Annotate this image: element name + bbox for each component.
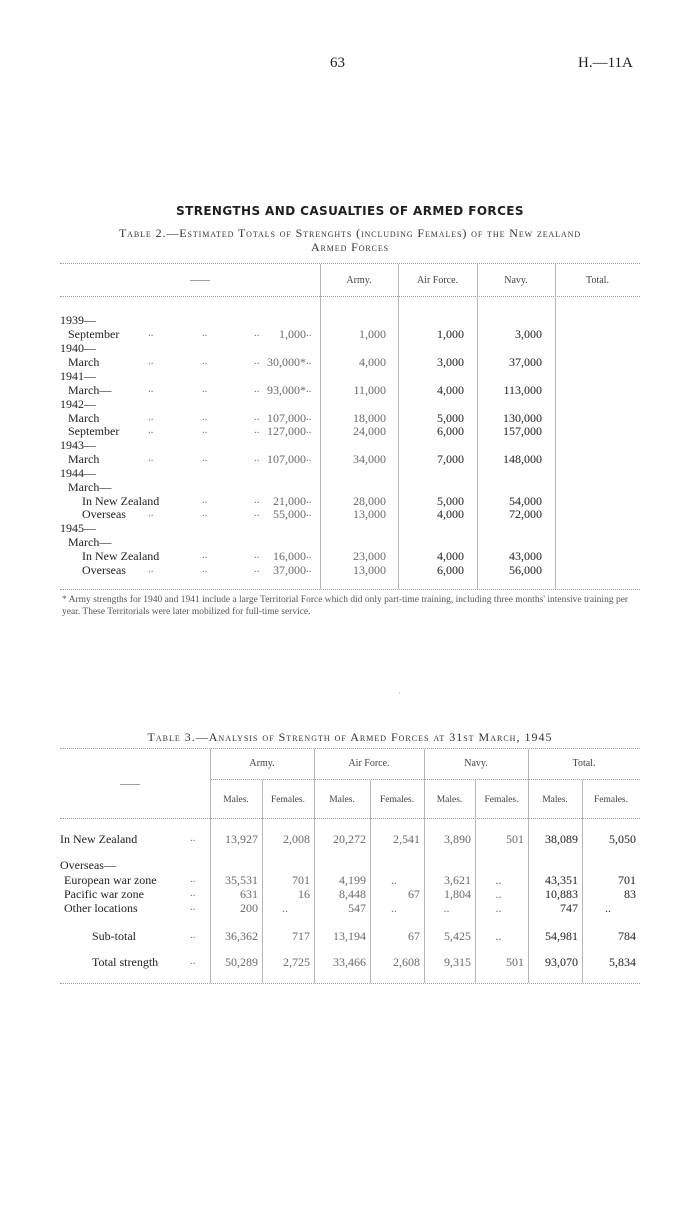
cell-value: 6,000 — [437, 424, 464, 438]
row-label: Overseas — [82, 507, 126, 521]
stray-mark: · — [398, 689, 401, 698]
table-2-header-navy: Navy. — [504, 275, 528, 286]
cell-value: 34,000 — [353, 452, 386, 466]
row-label: March— — [68, 383, 112, 397]
table-3-header-rule — [60, 818, 640, 819]
cell-value: 16,000 — [273, 549, 306, 563]
dot-leader: .. — [254, 327, 260, 339]
table-row — [60, 383, 640, 397]
table-3-cell-value: 50,289 — [225, 955, 258, 969]
cell-value: 21,000 — [273, 494, 306, 508]
table-2-header-total: Total. — [586, 275, 609, 286]
dot-leader: .. — [202, 549, 208, 561]
dot-leader: .. — [254, 424, 260, 436]
table-3-col-divider — [528, 749, 529, 983]
dot-leader: .. — [148, 424, 154, 436]
table-row — [60, 411, 640, 425]
cell-value: 5,000 — [437, 411, 464, 425]
cell-value: 127,000 — [267, 424, 306, 438]
table-3-cell-value: 200 — [240, 901, 258, 915]
table-3-row-label: Total strength — [92, 955, 159, 969]
cell-value: 130,000 — [503, 411, 542, 425]
cell-value: 55,000 — [273, 507, 306, 521]
table-3-subheader: Females. — [484, 795, 519, 805]
table-row — [60, 424, 640, 438]
dot-leader: .. — [202, 424, 208, 436]
table-3-cell-value: 747 — [560, 901, 578, 915]
row-label: March — [68, 355, 100, 369]
cell-value: 7,000 — [437, 452, 464, 466]
dot-leader: .. — [254, 507, 260, 519]
dot-leader: .. — [202, 327, 208, 339]
cell-value: 72,000 — [509, 507, 542, 521]
dot-leader: .. — [190, 901, 196, 913]
table-row — [60, 438, 640, 452]
table-3-cell-value: .. — [391, 873, 397, 887]
table-row — [60, 549, 640, 563]
row-label: September — [68, 424, 120, 438]
table-3-col-divider — [262, 780, 263, 983]
dot-leader: .. — [202, 411, 208, 423]
table-row — [60, 563, 640, 577]
table-3-cell-value: .. — [443, 901, 450, 915]
table-row — [60, 452, 640, 466]
dot-leader: .. — [254, 355, 260, 367]
table-3-col-divider — [475, 780, 476, 983]
cell-value: 56,000 — [509, 563, 542, 577]
cell-value: 30,000* — [267, 355, 306, 369]
table-3-group-rule — [210, 779, 640, 780]
cell-value: 37,000 — [509, 355, 542, 369]
table-3-row-label: In New Zealand — [60, 832, 138, 846]
dot-leader: .. — [254, 494, 260, 506]
dot-leader: .. — [306, 452, 312, 464]
table-row — [60, 355, 640, 369]
dot-leader: .. — [202, 355, 208, 367]
table-3-row-label: Sub-total — [92, 929, 136, 943]
row-label: In New Zealand — [82, 494, 160, 508]
dot-leader: .. — [202, 507, 208, 519]
table-3-top-rule — [60, 748, 640, 749]
table-3-cell-value: 13,194 — [333, 929, 366, 943]
table-3-cell-value: 83 — [624, 887, 636, 901]
cell-value: 113,000 — [503, 383, 542, 397]
table-3-cell-value: .. — [495, 929, 502, 943]
table-2-bottom-rule — [60, 589, 640, 590]
table-3-cell-value: 54,981 — [545, 929, 578, 943]
table-3-group-total: Total. — [572, 758, 596, 769]
dot-leader: .. — [148, 452, 154, 464]
cell-value: 157,000 — [503, 424, 542, 438]
table-3-col-divider — [424, 749, 425, 983]
table-2-top-rule — [60, 263, 640, 264]
cell-value: 1,000 — [279, 327, 306, 341]
table-3-row-label: Other locations — [64, 901, 138, 915]
table-row — [60, 507, 640, 521]
dot-leader: .. — [254, 563, 260, 575]
table-3-row-label: Pacific war zone — [64, 887, 144, 901]
table-3-cell-value: .. — [391, 901, 397, 915]
table-3-cell-value: 3,890 — [444, 832, 471, 846]
table-3-subheader: Females. — [379, 795, 415, 805]
dot-leader: .. — [190, 887, 196, 899]
table-3-cell-value: 13,927 — [225, 832, 258, 846]
table-3-cell-value: 1,804 — [444, 887, 471, 901]
row-label: 1944— — [60, 466, 96, 480]
table-3-cell-value: .. — [495, 901, 502, 915]
table-2-header-rule — [60, 296, 640, 297]
dot-leader: .. — [306, 424, 312, 436]
table-row — [60, 397, 640, 411]
dot-leader: .. — [306, 549, 312, 561]
dot-leader: .. — [254, 452, 260, 464]
table-3-cell-value: 717 — [292, 929, 310, 943]
table-3-cell-value: 501 — [506, 832, 524, 846]
table-3-cell-value: 10,883 — [545, 887, 578, 901]
cell-value: 28,000 — [353, 494, 386, 508]
row-label: Overseas — [82, 563, 126, 577]
row-label: 1943— — [60, 438, 96, 452]
cell-value: 24,000 — [353, 424, 386, 438]
dot-leader: .. — [148, 411, 154, 423]
table-row — [60, 521, 640, 535]
dot-leader: .. — [148, 355, 154, 367]
table-3-subheader: Males. — [329, 795, 355, 805]
table-3-cell-value: 43,351 — [545, 873, 578, 887]
table-3-cell-value: 36,362 — [225, 929, 258, 943]
table-row — [60, 369, 640, 383]
table-3-cell-value: 547 — [348, 901, 366, 915]
table-row — [60, 313, 640, 327]
cell-value: 4,000 — [437, 507, 464, 521]
dot-leader: .. — [190, 873, 196, 885]
dot-leader: .. — [306, 383, 312, 395]
dot-leader: .. — [148, 383, 154, 395]
table-3-subheader: Females. — [270, 795, 306, 805]
table-row — [60, 535, 640, 549]
table-3-subheader: Males. — [542, 795, 568, 805]
row-label: March— — [68, 480, 112, 494]
row-label: 1941— — [60, 369, 96, 383]
table-3-group-air-force: Air Force. — [348, 758, 390, 769]
cell-value: 43,000 — [509, 549, 542, 563]
cell-value: 3,000 — [437, 355, 464, 369]
table-row — [60, 327, 640, 341]
row-label: 1942— — [60, 397, 96, 411]
table-2-footnote: * Army strengths for 1940 and 1941 include a large Territorial Force which did only part-time training, including three months' intensive training per year. These Territorials were later mobilized for full-time service. — [62, 595, 629, 617]
table-3-col-divider — [314, 749, 315, 983]
cell-value: 18,000 — [353, 411, 386, 425]
table-3-subheader: Males. — [436, 795, 463, 805]
table-3-stub-header: —— — [120, 779, 140, 790]
table-3-cell-value: 4,199 — [339, 873, 366, 887]
table-3-cell-value: 2,541 — [393, 832, 420, 846]
row-label: March— — [68, 535, 112, 549]
dot-leader: .. — [190, 832, 196, 844]
table-2-caption-line-2: Armed Forces — [310, 240, 390, 254]
cell-value: 4,000 — [437, 549, 464, 563]
table-3-caption: Table 3.—Analysis of Strength of Armed Forces at 31st March, 1945 — [147, 730, 553, 744]
cell-value: 107,000 — [267, 411, 306, 425]
table-3-cell-value: 9,315 — [444, 955, 471, 969]
table-3-cell-value: 2,608 — [393, 955, 420, 969]
cell-value: 4,000 — [359, 355, 386, 369]
table-3-cell-value: 3,621 — [444, 873, 471, 887]
table-row — [60, 466, 640, 480]
dot-leader: .. — [202, 563, 208, 575]
table-3-cell-value: 5,050 — [609, 832, 636, 846]
table-3-cell-value: 20,272 — [333, 832, 366, 846]
table-3-cell-value: 33,466 — [333, 955, 366, 969]
dot-leader: .. — [254, 411, 260, 423]
row-label: In New Zealand — [82, 549, 160, 563]
page-number: 63 — [330, 55, 345, 71]
table-3-subheader: Males. — [223, 795, 249, 805]
table-3-col-divider — [210, 749, 211, 983]
cell-value: 4,000 — [437, 383, 464, 397]
table-3-group-navy: Navy. — [464, 758, 488, 769]
cell-value: 107,000 — [267, 452, 306, 466]
table-3-col-divider — [582, 780, 583, 983]
dot-leader: .. — [202, 383, 208, 395]
cell-value: 1,000 — [437, 327, 464, 341]
row-label: 1940— — [60, 341, 96, 355]
table-row — [60, 480, 640, 494]
row-label: March — [68, 411, 100, 425]
document-reference: H.—11A — [578, 55, 633, 71]
dot-leader: .. — [190, 955, 196, 967]
dot-leader: .. — [190, 929, 196, 941]
row-label: 1945— — [60, 521, 96, 535]
page-title: STRENGTHS AND CASUALTIES OF ARMED FORCES — [176, 204, 524, 218]
table-row — [60, 494, 640, 508]
table-3-cell-value: 38,089 — [545, 832, 578, 846]
table-3-cell-value: 8,448 — [339, 887, 366, 901]
dot-leader: .. — [254, 549, 260, 561]
table-3-cell-value: 2,008 — [283, 832, 310, 846]
table-3-cell-value: 35,531 — [225, 873, 258, 887]
cell-value: 54,000 — [509, 494, 542, 508]
dot-leader: .. — [254, 383, 260, 395]
cell-value: 3,000 — [515, 327, 542, 341]
table-3-cell-value: 5,425 — [444, 929, 471, 943]
dot-leader: .. — [306, 507, 312, 519]
dot-leader: .. — [306, 411, 312, 423]
table-3-cell-value: 701 — [618, 873, 636, 887]
table-2-caption — [50, 226, 650, 254]
table-3-cell-value: .. — [495, 873, 502, 887]
table-3-cell-value: 5,834 — [609, 955, 636, 969]
cell-value: 5,000 — [437, 494, 464, 508]
dot-leader: .. — [148, 327, 154, 339]
table-3-cell-value: 93,070 — [545, 955, 578, 969]
cell-value: 1,000 — [359, 327, 386, 341]
table-3-cell-value: .. — [282, 901, 288, 915]
dot-leader: .. — [148, 563, 154, 575]
cell-value: 23,000 — [353, 549, 386, 563]
table-3-cell-value: 501 — [506, 955, 524, 969]
table-3-cell-value: 631 — [240, 887, 258, 901]
dot-leader: .. — [306, 355, 312, 367]
row-label: September — [68, 327, 120, 341]
table-3-cell-value: .. — [495, 887, 502, 901]
table-3-row-label: Overseas— — [60, 858, 116, 872]
table-3-cell-value: 67 — [408, 887, 420, 901]
cell-value: 148,000 — [503, 452, 542, 466]
table-3-cell-value: 67 — [408, 929, 420, 943]
table-3-cell-value: 16 — [298, 887, 310, 901]
row-label: 1939— — [60, 313, 96, 327]
table-2-stub-header: —— — [190, 275, 210, 286]
table-2-caption-line-1: Table 2.—Estimated Totals of Strenghts (including Females) of the New zealand — [118, 226, 582, 240]
table-3-row-label: European war zone — [64, 873, 157, 887]
cell-value: 93,000* — [267, 383, 306, 397]
dot-leader: .. — [306, 563, 312, 575]
table-3-cell-value: 701 — [292, 873, 310, 887]
dot-leader: .. — [306, 494, 312, 506]
dot-leader: .. — [148, 507, 154, 519]
cell-value: 13,000 — [353, 563, 386, 577]
cell-value: 11,000 — [353, 383, 386, 397]
table-3-bottom-rule — [60, 983, 640, 984]
table-3-col-divider — [370, 780, 371, 983]
dot-leader: .. — [202, 452, 208, 464]
table-3-group-army: Army. — [249, 758, 275, 769]
dot-leader: .. — [202, 494, 208, 506]
cell-value: 6,000 — [437, 563, 464, 577]
table-3-cell-value: .. — [605, 901, 611, 915]
table-3-subheader: Females. — [593, 795, 629, 805]
table-row — [60, 341, 640, 355]
cell-value: 13,000 — [353, 507, 386, 521]
table-3-cell-value: 784 — [618, 929, 636, 943]
row-label: March — [68, 452, 100, 466]
cell-value: 37,000 — [273, 563, 306, 577]
dot-leader: .. — [306, 327, 312, 339]
table-2-header-army: Army. — [346, 275, 372, 286]
table-2-header-air-force: Air Force. — [416, 275, 459, 286]
table-3-cell-value: 2,725 — [283, 955, 310, 969]
